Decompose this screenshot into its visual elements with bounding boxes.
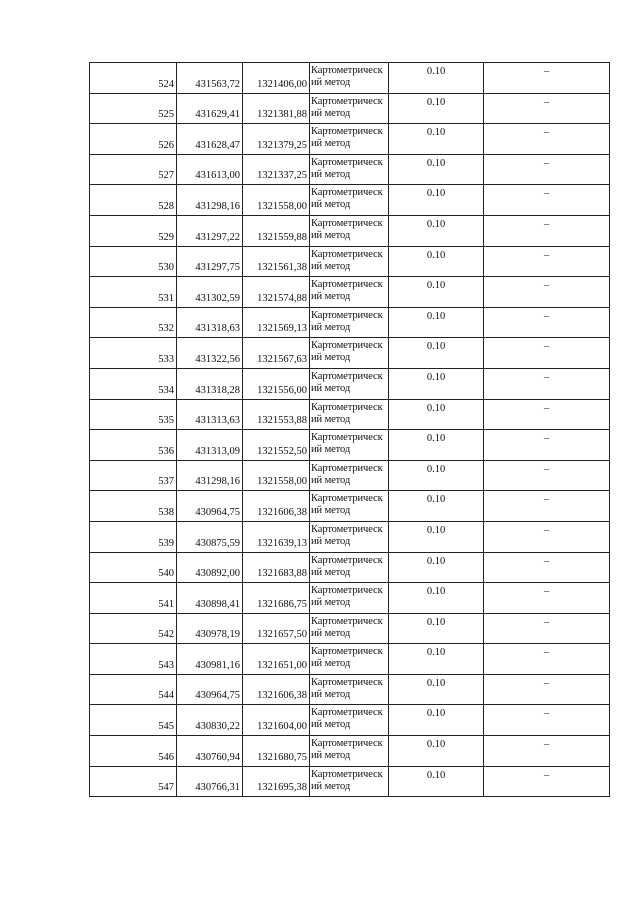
- coordinate-x: 430964,75: [177, 674, 243, 705]
- table-row: [90, 644, 610, 675]
- determination-method: Картометрический метод: [310, 613, 389, 644]
- coordinate-x: 431318,63: [177, 307, 243, 338]
- coordinate-x: 431297,75: [177, 246, 243, 277]
- coordinate-y: 1321337,25: [243, 154, 310, 185]
- coordinate-y: 1321553,88: [243, 399, 310, 430]
- coordinate-y: 1321559,88: [243, 215, 310, 246]
- point-number: 539: [90, 521, 177, 552]
- point-number: 546: [90, 736, 177, 767]
- point-number: 536: [90, 430, 177, 461]
- table-row: [90, 460, 610, 491]
- determination-method: Картометрический метод: [310, 460, 389, 491]
- table-row: [90, 705, 610, 736]
- point-number: 526: [90, 124, 177, 155]
- note-dash: –: [484, 430, 610, 461]
- coordinate-y: 1321606,38: [243, 491, 310, 522]
- table-row: [90, 399, 610, 430]
- accuracy-value: 0.10: [389, 521, 484, 552]
- coordinate-x: 431298,16: [177, 185, 243, 216]
- coordinate-x: 431318,28: [177, 368, 243, 399]
- table-row: [90, 124, 610, 155]
- point-number: 529: [90, 215, 177, 246]
- accuracy-value: 0.10: [389, 307, 484, 338]
- note-dash: –: [484, 368, 610, 399]
- coordinate-x: 431628,47: [177, 124, 243, 155]
- note-dash: –: [484, 124, 610, 155]
- determination-method: Картометрический метод: [310, 124, 389, 155]
- accuracy-value: 0.10: [389, 705, 484, 736]
- coordinate-x: 431313,63: [177, 399, 243, 430]
- coordinate-y: 1321558,00: [243, 460, 310, 491]
- determination-method: Картометрический метод: [310, 215, 389, 246]
- note-dash: –: [484, 460, 610, 491]
- point-number: 537: [90, 460, 177, 491]
- accuracy-value: 0.10: [389, 583, 484, 614]
- table-row: [90, 430, 610, 461]
- determination-method: Картометрический метод: [310, 430, 389, 461]
- coordinate-y: 1321569,13: [243, 307, 310, 338]
- note-dash: –: [484, 521, 610, 552]
- determination-method: Картометрический метод: [310, 674, 389, 705]
- determination-method: Картометрический метод: [310, 368, 389, 399]
- coordinate-x: 430830,22: [177, 705, 243, 736]
- coordinate-x: 430892,00: [177, 552, 243, 583]
- table-row: [90, 307, 610, 338]
- coordinate-y: 1321552,50: [243, 430, 310, 461]
- point-number: 535: [90, 399, 177, 430]
- determination-method: Картометрический метод: [310, 583, 389, 614]
- accuracy-value: 0.10: [389, 124, 484, 155]
- point-number: 532: [90, 307, 177, 338]
- point-number: 547: [90, 766, 177, 797]
- point-number: 542: [90, 613, 177, 644]
- determination-method: Картометрический метод: [310, 246, 389, 277]
- point-number: 527: [90, 154, 177, 185]
- accuracy-value: 0.10: [389, 460, 484, 491]
- coordinate-y: 1321606,38: [243, 674, 310, 705]
- point-number: 533: [90, 338, 177, 369]
- table-row: [90, 63, 610, 94]
- coordinate-y: 1321686,75: [243, 583, 310, 614]
- point-number: 544: [90, 674, 177, 705]
- table-row: [90, 613, 610, 644]
- coordinate-x: 431297,22: [177, 215, 243, 246]
- note-dash: –: [484, 93, 610, 124]
- table-row: [90, 277, 610, 308]
- accuracy-value: 0.10: [389, 63, 484, 94]
- note-dash: –: [484, 736, 610, 767]
- table-row: [90, 185, 610, 216]
- point-number: 540: [90, 552, 177, 583]
- coordinate-y: 1321657,50: [243, 613, 310, 644]
- coordinate-x: 430981,16: [177, 644, 243, 675]
- note-dash: –: [484, 154, 610, 185]
- coordinates-table-body: [90, 63, 610, 797]
- table-row: [90, 521, 610, 552]
- accuracy-value: 0.10: [389, 430, 484, 461]
- coordinate-x: 431613,00: [177, 154, 243, 185]
- coordinate-x: 430766,31: [177, 766, 243, 797]
- table-row: [90, 246, 610, 277]
- table-row: [90, 491, 610, 522]
- determination-method: Картометрический метод: [310, 277, 389, 308]
- determination-method: Картометрический метод: [310, 93, 389, 124]
- accuracy-value: 0.10: [389, 552, 484, 583]
- point-number: 531: [90, 277, 177, 308]
- note-dash: –: [484, 185, 610, 216]
- note-dash: –: [484, 307, 610, 338]
- accuracy-value: 0.10: [389, 736, 484, 767]
- accuracy-value: 0.10: [389, 277, 484, 308]
- determination-method: Картометрический метод: [310, 399, 389, 430]
- accuracy-value: 0.10: [389, 338, 484, 369]
- point-number: 528: [90, 185, 177, 216]
- coordinate-y: 1321381,88: [243, 93, 310, 124]
- determination-method: Картометрический метод: [310, 338, 389, 369]
- note-dash: –: [484, 552, 610, 583]
- note-dash: –: [484, 338, 610, 369]
- accuracy-value: 0.10: [389, 368, 484, 399]
- determination-method: Картометрический метод: [310, 644, 389, 675]
- coordinate-y: 1321379,25: [243, 124, 310, 155]
- accuracy-value: 0.10: [389, 491, 484, 522]
- determination-method: Картометрический метод: [310, 185, 389, 216]
- table-row: [90, 338, 610, 369]
- determination-method: Картометрический метод: [310, 552, 389, 583]
- coordinate-x: 430978,19: [177, 613, 243, 644]
- accuracy-value: 0.10: [389, 93, 484, 124]
- coordinate-x: 431302,59: [177, 277, 243, 308]
- determination-method: Картометрический метод: [310, 766, 389, 797]
- determination-method: Картометрический метод: [310, 705, 389, 736]
- coordinate-x: 431298,16: [177, 460, 243, 491]
- coordinate-y: 1321406,00: [243, 63, 310, 94]
- note-dash: –: [484, 583, 610, 614]
- point-number: 534: [90, 368, 177, 399]
- coordinate-y: 1321651,00: [243, 644, 310, 675]
- point-number: 543: [90, 644, 177, 675]
- point-number: 538: [90, 491, 177, 522]
- note-dash: –: [484, 246, 610, 277]
- coordinate-x: 431313,09: [177, 430, 243, 461]
- coordinate-x: 430760,94: [177, 736, 243, 767]
- point-number: 541: [90, 583, 177, 614]
- table-row: [90, 583, 610, 614]
- accuracy-value: 0.10: [389, 613, 484, 644]
- table-row: [90, 736, 610, 767]
- note-dash: –: [484, 705, 610, 736]
- accuracy-value: 0.10: [389, 399, 484, 430]
- table-row: [90, 93, 610, 124]
- coordinate-x: 430964,75: [177, 491, 243, 522]
- coordinate-y: 1321558,00: [243, 185, 310, 216]
- note-dash: –: [484, 766, 610, 797]
- table-row: [90, 552, 610, 583]
- note-dash: –: [484, 215, 610, 246]
- table-row: [90, 368, 610, 399]
- accuracy-value: 0.10: [389, 674, 484, 705]
- accuracy-value: 0.10: [389, 644, 484, 675]
- note-dash: –: [484, 63, 610, 94]
- coordinate-y: 1321680,75: [243, 736, 310, 767]
- note-dash: –: [484, 613, 610, 644]
- accuracy-value: 0.10: [389, 185, 484, 216]
- point-number: 524: [90, 63, 177, 94]
- table-row: [90, 674, 610, 705]
- coordinate-y: 1321567,63: [243, 338, 310, 369]
- coordinate-y: 1321695,38: [243, 766, 310, 797]
- coordinate-x: 430898,41: [177, 583, 243, 614]
- table-row: [90, 215, 610, 246]
- coordinate-x: 431629,41: [177, 93, 243, 124]
- determination-method: Картометрический метод: [310, 307, 389, 338]
- determination-method: Картометрический метод: [310, 736, 389, 767]
- coordinates-table: [89, 62, 610, 797]
- point-number: 545: [90, 705, 177, 736]
- determination-method: Картометрический метод: [310, 63, 389, 94]
- coordinate-x: 431322,56: [177, 338, 243, 369]
- note-dash: –: [484, 644, 610, 675]
- coordinate-y: 1321639,13: [243, 521, 310, 552]
- determination-method: Картометрический метод: [310, 521, 389, 552]
- accuracy-value: 0.10: [389, 215, 484, 246]
- accuracy-value: 0.10: [389, 246, 484, 277]
- accuracy-value: 0.10: [389, 766, 484, 797]
- note-dash: –: [484, 674, 610, 705]
- coordinate-y: 1321561,38: [243, 246, 310, 277]
- coordinate-y: 1321683,88: [243, 552, 310, 583]
- point-number: 525: [90, 93, 177, 124]
- note-dash: –: [484, 399, 610, 430]
- note-dash: –: [484, 277, 610, 308]
- coordinate-y: 1321604,00: [243, 705, 310, 736]
- table-row: [90, 766, 610, 797]
- determination-method: Картометрический метод: [310, 154, 389, 185]
- coordinate-y: 1321574,88: [243, 277, 310, 308]
- note-dash: –: [484, 491, 610, 522]
- accuracy-value: 0.10: [389, 154, 484, 185]
- point-number: 530: [90, 246, 177, 277]
- coordinate-y: 1321556,00: [243, 368, 310, 399]
- coordinate-x: 430875,59: [177, 521, 243, 552]
- determination-method: Картометрический метод: [310, 491, 389, 522]
- coordinate-x: 431563,72: [177, 63, 243, 94]
- table-row: [90, 154, 610, 185]
